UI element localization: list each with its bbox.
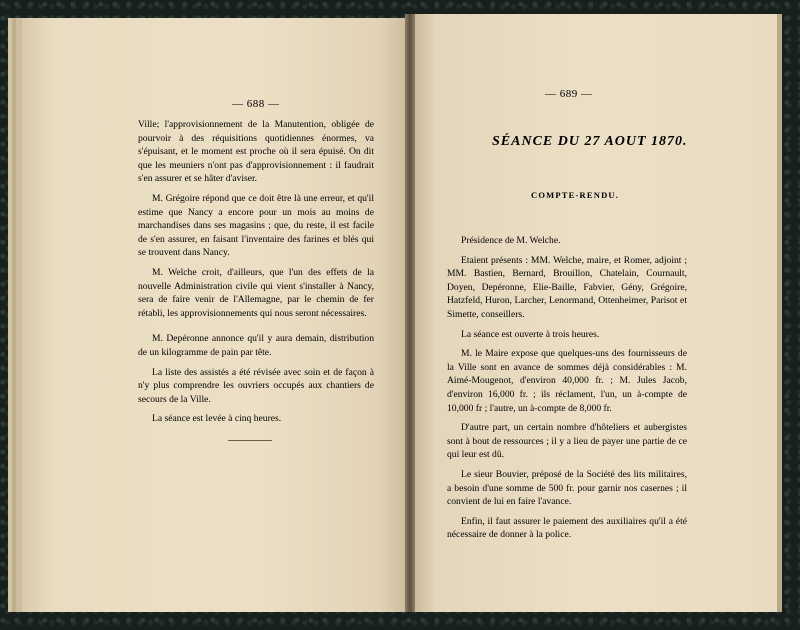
section-subtitle: COMPTE-RENDU. [531, 190, 620, 200]
page-edge [777, 14, 782, 612]
paragraph: Présidence de M. Welche. [461, 235, 561, 246]
paragraph: Le sieur Bouvier, préposé de la Société des lits militaires, a besoin d'une somme de 500 fr. pour garnir nos casernes ; il convient de lui en faire l'avance. [447, 468, 687, 508]
paragraph: La liste des assistés a été révisée avec soin et de façon à n'y plus comprendre les ouvriers occupés aux chantiers de secours de la Ville. [138, 366, 374, 405]
book-gutter [405, 14, 415, 612]
paragraph: M. Welche croit, d'ailleurs, que l'un des effets de la nouvelle Administration civile qui vient s'installer à Nancy, sera de faire venir de l'Allemagne, par le chemin de fer rétabli, les approvisionnements qui nous seront nécessaires. [138, 266, 374, 319]
right-page-number: — 689 — [545, 88, 593, 100]
paragraph: M. Depéronne annonce qu'il y aura demain, distribution de un kilogramme de pain par tête. [138, 333, 374, 358]
paragraph: Ville; l'approvisionnement de la Manutention, obligée de pourvoir à des réquisitions quotidiennes énormes, va s'épuisant, et le moment est proche où il sera épuisé. On dit que les meuniers n'ont pas d'approvisionnement : il faudrait s'en assurer et se hâter d'aviser. [138, 119, 374, 185]
paragraph: M. Grégoire répond que ce doit être là une erreur, et qu'il estime que Nancy a encore pour un mois au moins de marchandises dans ses magasins ; que, du reste, il est facile de s'en assurer, en faisant l'inventaire des farines et blés qui se trouvent dans Nancy. [138, 192, 374, 259]
paragraph: La séance est ouverte à trois heures. [461, 328, 600, 340]
paragraph: M. le Maire expose que quelques-uns des fournisseurs de la Ville sont en avance de sommes déjà considérables : M. Aimé-Mougenot, d'environ 40,000 fr. ; M. Jules Jacob, d'environ 16,000 fr. ; ils réclament, l'un, un à-compte de 10,000 fr ; l'autre, un à-compte de 8,000 fr. [447, 348, 687, 414]
right-page-text [447, 234, 687, 548]
paragraph: La séance est levée à cinq heures. [152, 413, 282, 425]
paragraph: D'autre part, un certain nombre d'hôteliers et aubergistes sont à bout de ressources ; il y a lieu de payer une partie de ce qui leur est dû. [447, 422, 687, 461]
left-page-text [138, 118, 374, 432]
paragraph: Etaient présents : MM. Welche, maire, et Romer, adjoint ; MM. Bastien, Bernard, Brouillon, Chatelain, Cournault, Doyen, Depéronne, Elie-Baille, Fabvier, Gény, Grégoire, Hatzfeld, Huron, Larcher, Lenormand, Ottenheimer, Parisot et Simette, conseillers. [447, 254, 687, 320]
paragraph: Enfin, il faut assurer le paiement des auxiliaires qu'il a été nécessaire de donner à la police. [447, 515, 687, 541]
left-page-number: — 688 — [232, 98, 280, 110]
section-divider [228, 440, 272, 441]
session-title: SÉANCE DU 27 AOUT 1870. [492, 134, 688, 149]
